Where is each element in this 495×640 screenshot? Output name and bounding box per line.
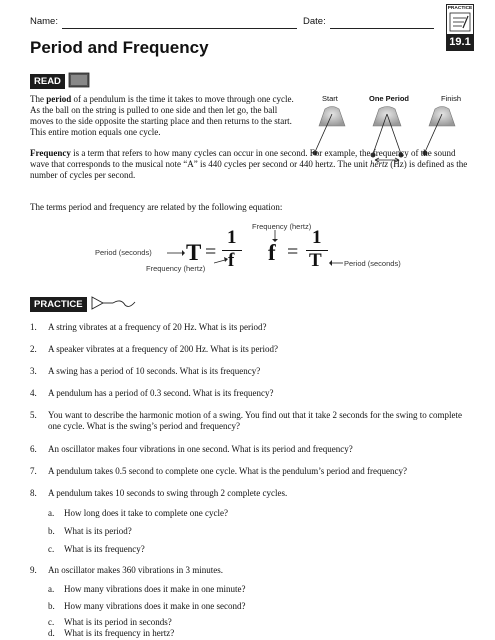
finish-label: Finish [441,94,462,103]
one-period-label: One Period [369,94,410,103]
page-title: Period and Frequency [30,38,209,57]
read-tag: READ [30,74,65,89]
right-period-label: Period (seconds) [344,259,401,268]
equation-left-var: T [186,240,202,265]
equation-right-denominator: T [309,250,322,271]
equation-right-var: f [268,240,276,265]
question-list: 1. A string vibrates at a frequency of 20 Hz. What is its period? 2. A speaker vibrates at a frequency of 200 Hz. What is its period? 3. A swing has a period of 10 seconds. What is its frequency? 4. A pendulum has a period of 0.3 second. What is its frequency? 5. You want to describe the harmonic motion of a swing. You find out that it take 2 seconds for the swing to complete one cycle. What is the swing’s period and frequency? 6. An oscillator makes four vibrations in one second. What is its period and frequency? 7. A pendulum takes 0.5 second to complete one cycle. What is the pendulum’s period and frequency? 8. A pendulum takes 10 seconds to swing through 2 complete cycles. a. How long does it take to complete one cycle? b. What is its period? c. What is its frequency? 9. An oscillator makes 360 vibrations in 3 minutes. a. How many vibrations does it make in one minute? b. How many vibrations does it make in one second? c. What is its period in seconds? d. What is its frequency in hertz? [30,322,463,638]
badge-number: 19.1 [446,34,474,51]
hertz-term: hertz [369,159,388,169]
frequency-paragraph: Frequency is a term that refers to how many cycles can occur in one second. For example, the frequency of the sound wave that corresponds to the musical note “A” is 440 cycles per second or 440 hertz. The unit hertz (Hz) is defined as the number of cycles per second. [30,148,468,180]
frequency-term: Frequency [30,148,71,158]
equation-left-denominator: f [228,250,235,271]
top-frequency-label: Frequency (hertz) [252,222,312,231]
period-term: period [46,94,72,104]
badge-label: PRACTICE [447,6,473,11]
left-period-label: Period (seconds) [95,248,152,257]
bottom-frequency-label: Frequency (hertz) [146,264,206,273]
equation-left-equals: = [205,241,217,263]
equation-right-numerator: 1 [312,227,322,248]
equation-left-numerator: 1 [227,227,237,248]
equation-right-equals: = [287,241,299,263]
date-label: Date: [303,16,326,27]
name-label: Name: [30,16,58,27]
relation-paragraph: The terms period and frequency are related by the following equation: [30,202,283,212]
practice-tag: PRACTICE [30,297,87,312]
period-paragraph: The period of a pendulum is the time it takes to move through one cycle. As the ball on the string is pulled to one side and then let go, the ball moves to the side opposite the starting place and then returns to the start. This entire motion equals one cycle. [30,94,294,137]
start-label: Start [322,94,338,103]
